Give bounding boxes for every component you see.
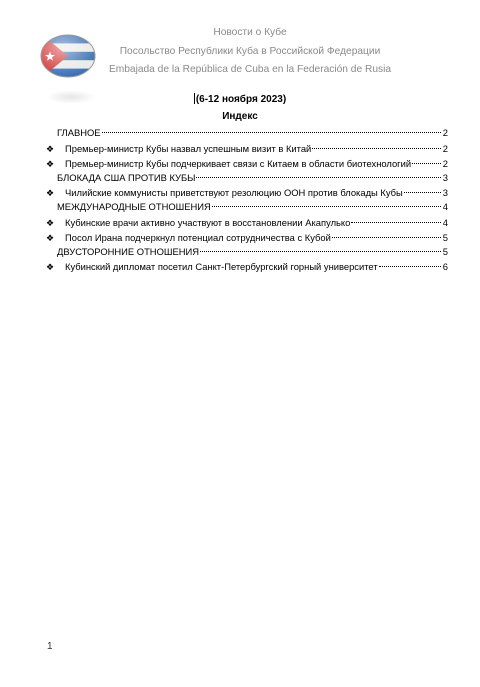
toc-item-row[interactable] <box>46 156 448 171</box>
dot-leader <box>196 177 440 178</box>
dot-leader <box>404 192 441 193</box>
diamond-bullet-icon: ❖ <box>46 158 55 169</box>
toc-item-row[interactable] <box>46 215 448 230</box>
toc-entry-title: Посол Ирана подчеркнул потенциал сотрудничества с Кубой <box>65 231 331 243</box>
index-heading: Индекс <box>222 111 258 122</box>
dot-leader <box>412 163 441 164</box>
cuba-flag-logo <box>40 33 96 79</box>
toc-entry-title: Премьер-министр Кубы назвал успешным визит в Китай <box>65 142 312 154</box>
header-embassy-ru: Посольство Республики Куба в Российской Федерации <box>119 46 381 57</box>
date-range-text: (6-12 ноября 2023) <box>195 94 287 105</box>
dot-leader <box>102 132 441 133</box>
dot-leader <box>200 251 441 252</box>
diamond-bullet-icon: ❖ <box>46 188 55 198</box>
toc-entry-title: Премьер-министр Кубы подчеркивает связи с Китаем в области биотехнологий <box>65 157 412 169</box>
header-title: Новости о Кубе <box>213 27 287 38</box>
toc-entry-title: Кубинский дипломат посетил Санкт-Петербургский горный университет <box>65 261 378 272</box>
toc-section-row[interactable] <box>46 200 448 215</box>
toc-section-row[interactable] <box>46 245 448 260</box>
toc-item-row[interactable] <box>46 185 448 200</box>
toc-page-number: 6 <box>442 261 448 272</box>
toc-entry-title: ГЛАВНОЕ <box>57 127 101 138</box>
toc-page-number: 5 <box>442 231 448 243</box>
toc-entry-title: МЕЖДУНАРОДНЫЕ ОТНОШЕНИЯ <box>57 201 211 212</box>
dot-leader <box>351 222 440 223</box>
toc-page-number: 3 <box>442 171 448 183</box>
toc-page-number: 2 <box>442 157 448 169</box>
toc-section-row[interactable] <box>46 126 448 141</box>
diamond-bullet-icon: ❖ <box>46 143 55 154</box>
toc-entry-title: БЛОКАДА США ПРОТИВ КУБЫ <box>57 171 196 183</box>
diamond-bullet-icon: ❖ <box>46 217 55 228</box>
toc-entry-title: ДВУСТОРОННИЕ ОТНОШЕНИЯ <box>57 245 199 257</box>
toc-item-row[interactable] <box>46 259 448 274</box>
toc-page-number: 4 <box>442 216 448 228</box>
dot-leader <box>379 266 441 267</box>
toc-entry-title: Кубинские врачи активно участвуют в восстановлении Акапулько <box>65 216 351 228</box>
dot-leader <box>212 206 441 207</box>
table-of-contents <box>46 126 448 274</box>
toc-page-number: 5 <box>442 245 448 257</box>
toc-entry-title: Чилийские коммунисты приветствуют резолюцию ООН против блокады Кубы <box>65 187 403 198</box>
page-number: 1 <box>47 641 53 652</box>
header-embassy-es: Embajada de la República de Cuba en la Federación de Rusia <box>108 64 392 75</box>
toc-page-number: 3 <box>442 187 448 198</box>
dot-leader <box>312 148 441 149</box>
toc-item-row[interactable] <box>46 141 448 156</box>
toc-page-number: 2 <box>442 142 448 154</box>
diamond-bullet-icon: ❖ <box>46 262 55 272</box>
toc-page-number: 4 <box>442 201 448 212</box>
toc-item-row[interactable] <box>46 230 448 245</box>
toc-page-number: 2 <box>442 127 448 138</box>
text-cursor <box>194 93 195 104</box>
dot-leader <box>332 237 441 238</box>
toc-section-row[interactable] <box>46 171 448 186</box>
date-range <box>0 93 480 105</box>
diamond-bullet-icon: ❖ <box>46 232 55 243</box>
